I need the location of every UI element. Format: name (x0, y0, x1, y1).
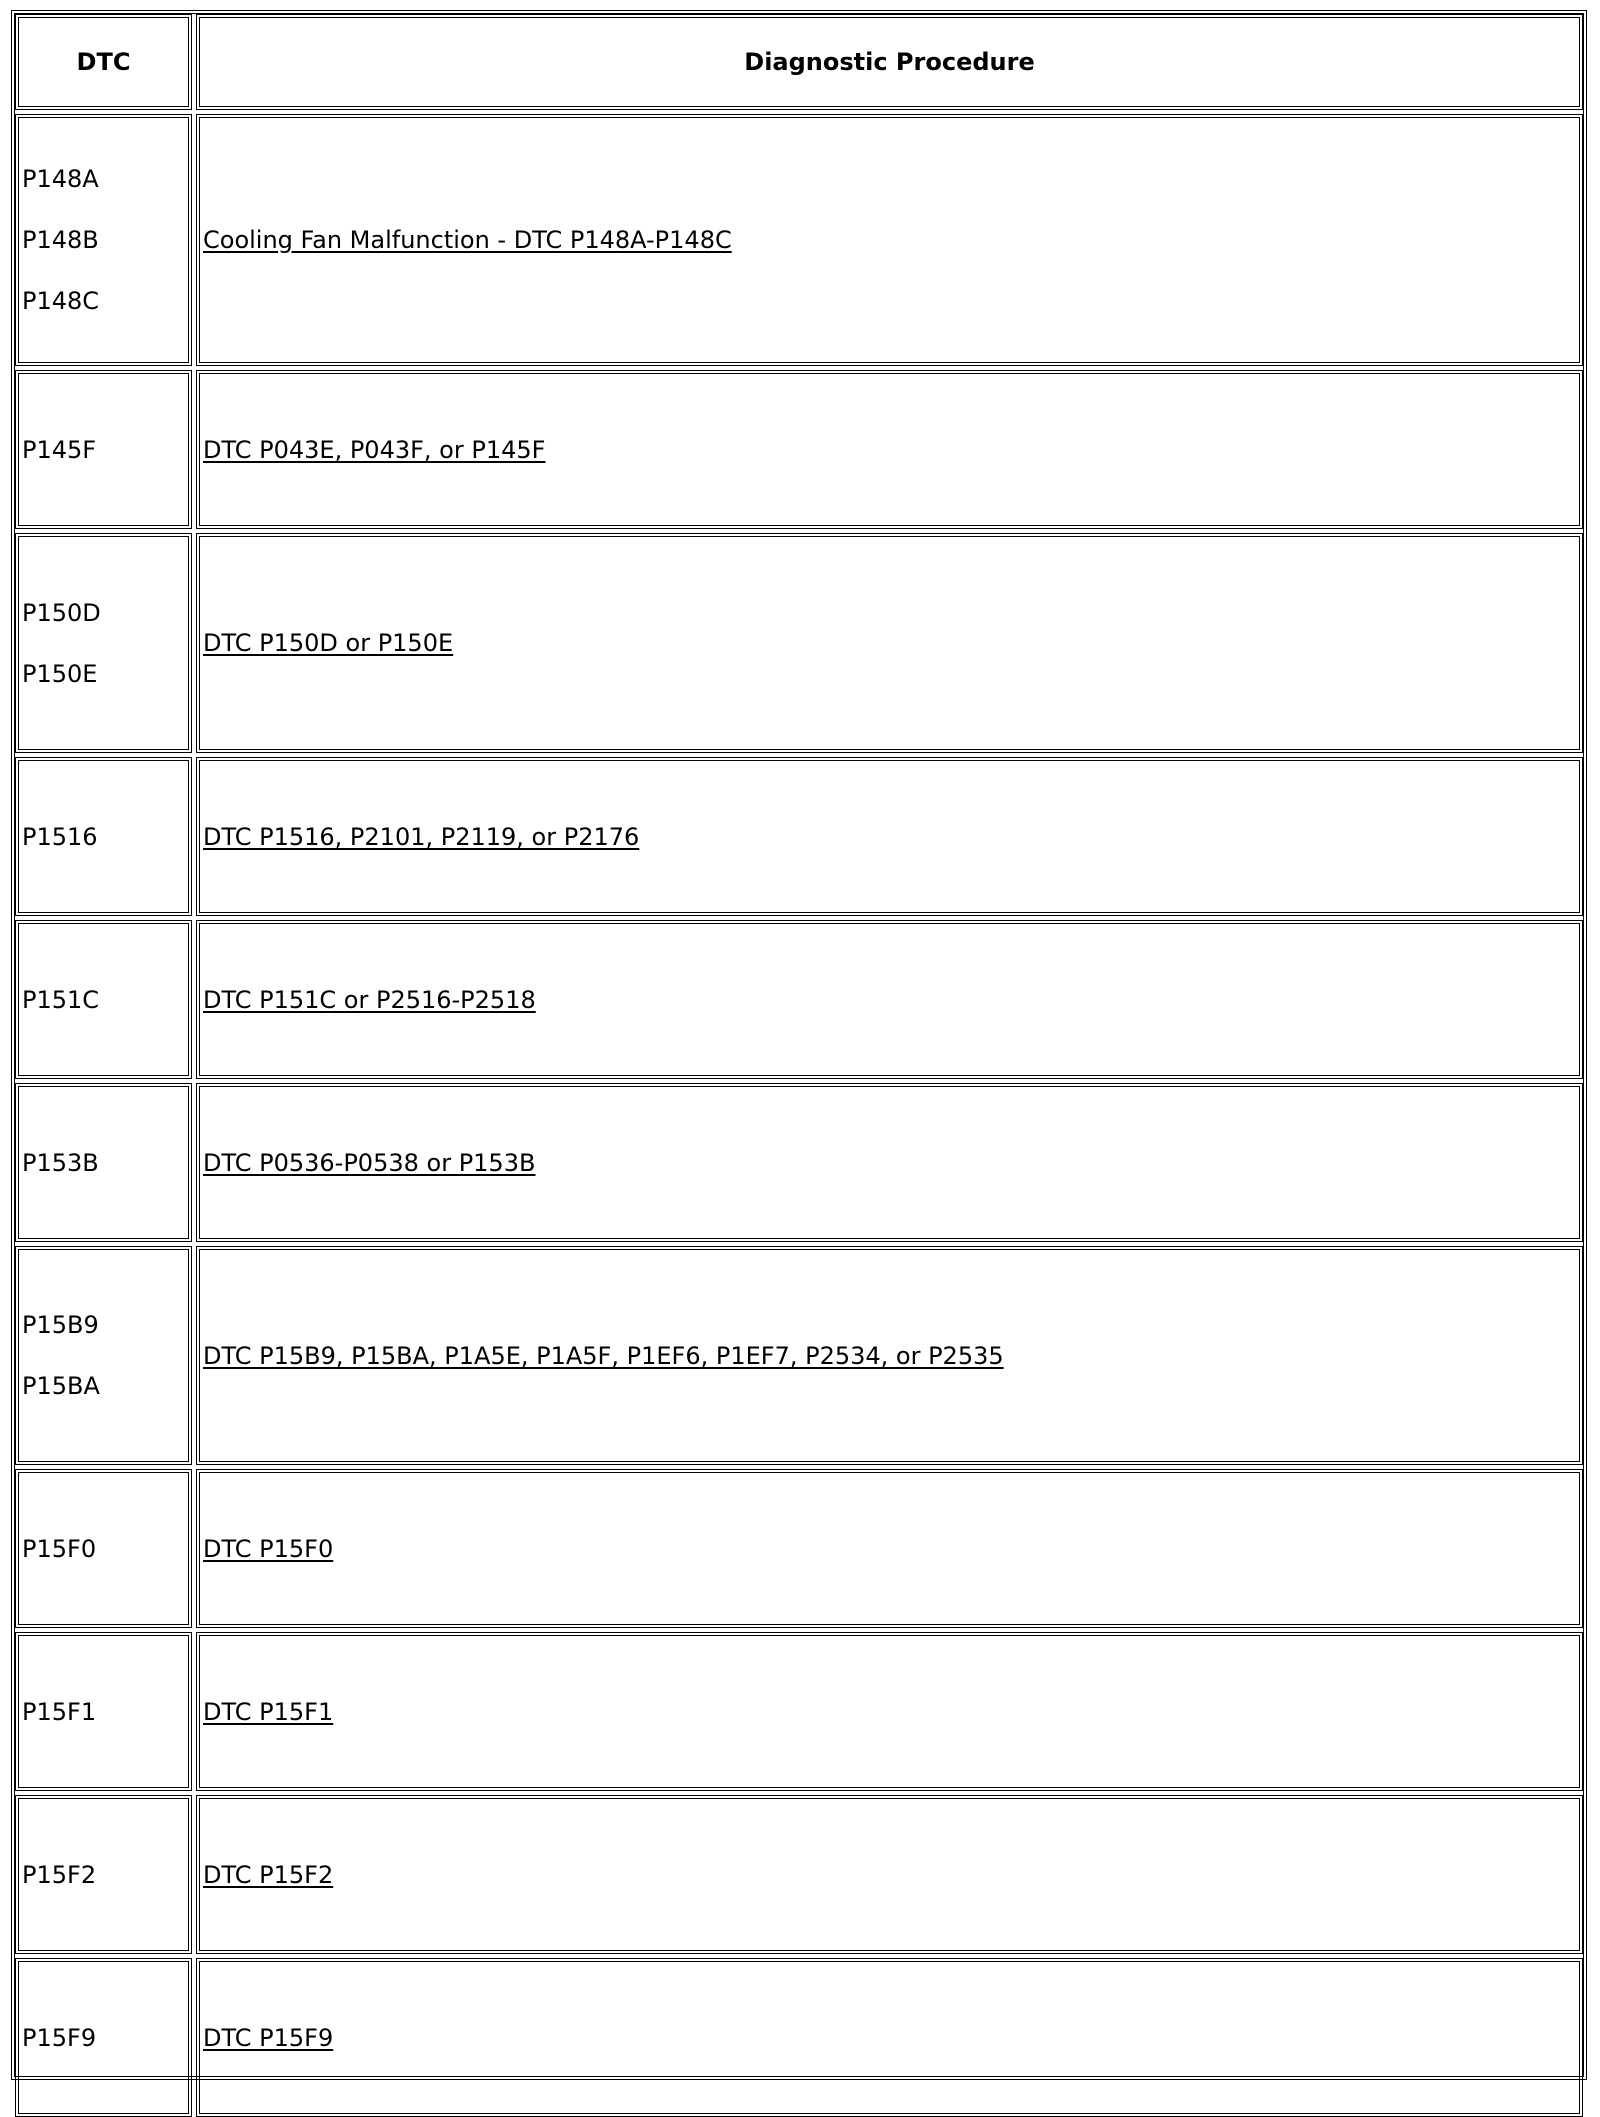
table-row-dtc-cell (15, 757, 192, 916)
dtc-code: P1516 (22, 822, 98, 851)
dtc-code: P150D (22, 598, 101, 627)
table-row-dtc-cell (15, 1246, 192, 1465)
table-row-dtc-cell (15, 114, 192, 366)
procedure-link[interactable]: DTC P150D or P150E (203, 629, 454, 657)
table-row-procedure-cell (196, 1795, 1583, 1954)
dtc-header-label: DTC (76, 48, 131, 76)
procedure-link[interactable]: DTC P1516, P2101, P2119, or P2176 (203, 822, 640, 851)
procedure-link[interactable]: DTC P15F2 (203, 1860, 334, 1889)
dtc-code: P15F2 (22, 1860, 97, 1889)
dtc-code: P15F0 (22, 1534, 97, 1563)
dtc-code: P15BA (22, 1372, 100, 1400)
procedure-link[interactable]: DTC P15F1 (203, 1697, 334, 1726)
procedure-link[interactable]: DTC P15F9 (203, 2023, 334, 2052)
dtc-code: P148C (22, 287, 100, 315)
table-row-procedure-cell (196, 920, 1583, 1079)
table-row-procedure-cell (196, 1083, 1583, 1242)
procedure-link[interactable]: DTC P15B9, P15BA, P1A5E, P1A5F, P1EF6, P1EF7, P2534, or P2535 (203, 1341, 1004, 1370)
procedure-link[interactable]: DTC P0536-P0538 or P153B (203, 1148, 536, 1177)
procedure-link[interactable]: DTC P151C or P2516-P2518 (203, 985, 536, 1014)
table-row-dtc-cell (15, 920, 192, 1079)
procedure-link[interactable]: Cooling Fan Malfunction - DTC P148A-P148C (203, 226, 732, 254)
procedure-link[interactable]: DTC P043E, P043F, or P145F (203, 435, 546, 464)
table-row-procedure-cell (196, 1958, 1583, 2117)
table-row-dtc-cell (15, 533, 192, 753)
procedure-column-header (196, 14, 1583, 110)
dtc-code: P15F1 (22, 1697, 97, 1726)
table-row-procedure-cell (196, 1246, 1583, 1465)
table-row-dtc-cell (15, 1958, 192, 2117)
table-row-procedure-cell (196, 114, 1583, 366)
dtc-code: P15F9 (22, 2023, 97, 2052)
table-row-procedure-cell (196, 1469, 1583, 1628)
table-row-procedure-cell (196, 1632, 1583, 1791)
table-row-procedure-cell (196, 757, 1583, 916)
table-row-dtc-cell (15, 1469, 192, 1628)
dtc-code: P145F (22, 435, 97, 464)
dtc-code: P15B9 (22, 1311, 99, 1339)
dtc-code: P153B (22, 1148, 99, 1177)
dtc-column-header (15, 14, 192, 110)
dtc-code: P151C (22, 985, 100, 1014)
table-row-dtc-cell (15, 370, 192, 529)
table-row-dtc-cell (15, 1795, 192, 1954)
procedure-link[interactable]: DTC P15F0 (203, 1534, 334, 1563)
dtc-code: P150E (22, 659, 98, 688)
procedure-header-label: Diagnostic Procedure (744, 48, 1035, 76)
table-row-dtc-cell (15, 1632, 192, 1791)
table-row-dtc-cell (15, 1083, 192, 1242)
table-row-procedure-cell (196, 533, 1583, 753)
table-row-procedure-cell (196, 370, 1583, 529)
dtc-code: P148A (22, 165, 99, 193)
dtc-code: P148B (22, 226, 99, 254)
